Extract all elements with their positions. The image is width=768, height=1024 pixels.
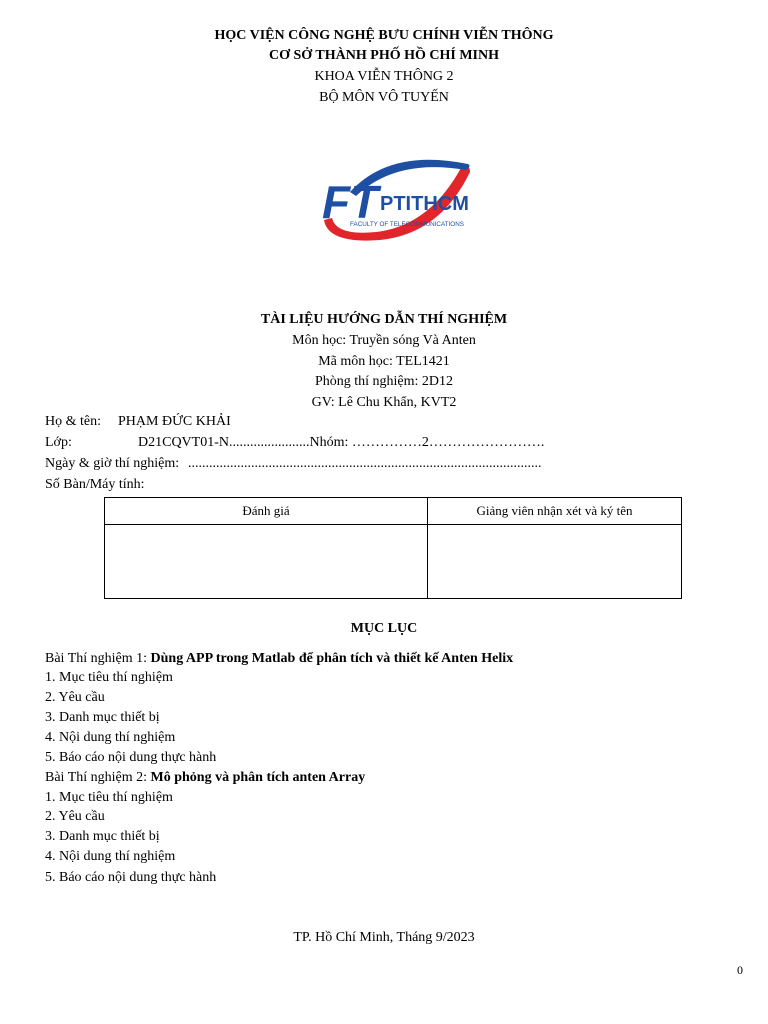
evaluation-header-cell: Đánh giá xyxy=(105,498,428,525)
logo-letters: FT xyxy=(322,176,379,228)
class-label: Lớp: xyxy=(45,435,72,450)
toc-item: 5. Báo cáo nội dung thực hành xyxy=(45,870,217,885)
toc-item: 1. Mục tiêu thí nghiệm xyxy=(45,790,173,805)
toc-item: 3. Danh mục thiết bị xyxy=(45,710,160,725)
evaluation-table xyxy=(104,497,682,599)
logo-caption: FACULTY OF TELECOMMUNICATIONS xyxy=(350,221,464,228)
name-value: PHẠM ĐỨC KHẢI xyxy=(118,414,231,429)
institute-name: HỌC VIỆN CÔNG NGHỆ BƯU CHÍNH VIỄN THÔNG xyxy=(214,28,554,43)
place-date: TP. Hồ Chí Minh, Tháng 9/2023 xyxy=(293,930,475,945)
evaluation-table-row xyxy=(105,525,682,599)
document-title: TÀI LIỆU HƯỚNG DẪN THÍ NGHIỆM xyxy=(260,312,508,327)
subject-line: Môn học: Truyền sóng Và Anten xyxy=(292,333,476,348)
toc-item: 3. Danh mục thiết bị xyxy=(45,829,160,844)
evaluation-table-header xyxy=(105,498,682,525)
toc-lab2-title: Mô phỏng và phân tích anten Array xyxy=(150,770,366,785)
page-number: 0 xyxy=(737,963,743,977)
lecturer-comment-cell[interactable] xyxy=(428,525,682,599)
toc-lab1-prefix: Bài Thí nghiệm 1: xyxy=(45,651,151,666)
class-group-value: D21CQVT01-N.......................Nhóm: ……………2……………………. xyxy=(138,435,545,450)
logo-brand: PTITHCM xyxy=(380,193,469,215)
toc-item: 5. Báo cáo nội dung thực hành xyxy=(45,750,217,765)
lecturer-comment-header-cell: Giảng viên nhận xét và ký tên xyxy=(428,498,682,525)
datetime-label: Ngày & giờ thí nghiệm: xyxy=(45,456,180,471)
lab-room: Phòng thí nghiệm: 2D12 xyxy=(314,374,454,389)
faculty-name: KHOA VIỄN THÔNG 2 xyxy=(314,69,454,84)
toc-lab2-prefix: Bài Thí nghiệm 2: xyxy=(45,770,151,785)
faculty-logo xyxy=(310,152,476,246)
toc-item: 1. Mục tiêu thí nghiệm xyxy=(45,670,173,685)
lecturer-line: GV: Lê Chu Khẩn, KVT2 xyxy=(311,395,457,410)
toc-item: 2. Yêu cầu xyxy=(45,809,105,824)
evaluation-cell[interactable] xyxy=(105,525,428,599)
desk-label: Số Bàn/Máy tính: xyxy=(45,477,145,492)
toc-item: 2. Yêu cầu xyxy=(45,690,105,705)
toc-title: MỤC LỤC xyxy=(350,621,418,636)
course-code: Mã môn học: TEL1421 xyxy=(318,354,450,369)
toc-lab1-heading xyxy=(45,651,513,667)
toc-lab1-title: Dùng APP trong Matlab để phân tích và thiết kế Anten Helix xyxy=(150,651,514,666)
toc-item: 4. Nội dung thí nghiệm xyxy=(45,730,176,745)
datetime-dots: ..................................................................................................... xyxy=(188,456,542,471)
toc-item: 4. Nội dung thí nghiệm xyxy=(45,849,176,864)
toc-lab2-heading xyxy=(45,770,365,786)
campus-name: CƠ SỞ THÀNH PHỐ HỒ CHÍ MINH xyxy=(269,48,499,63)
department-name: BỘ MÔN VÔ TUYẾN xyxy=(319,90,449,105)
name-label: Họ & tên: xyxy=(45,414,101,429)
